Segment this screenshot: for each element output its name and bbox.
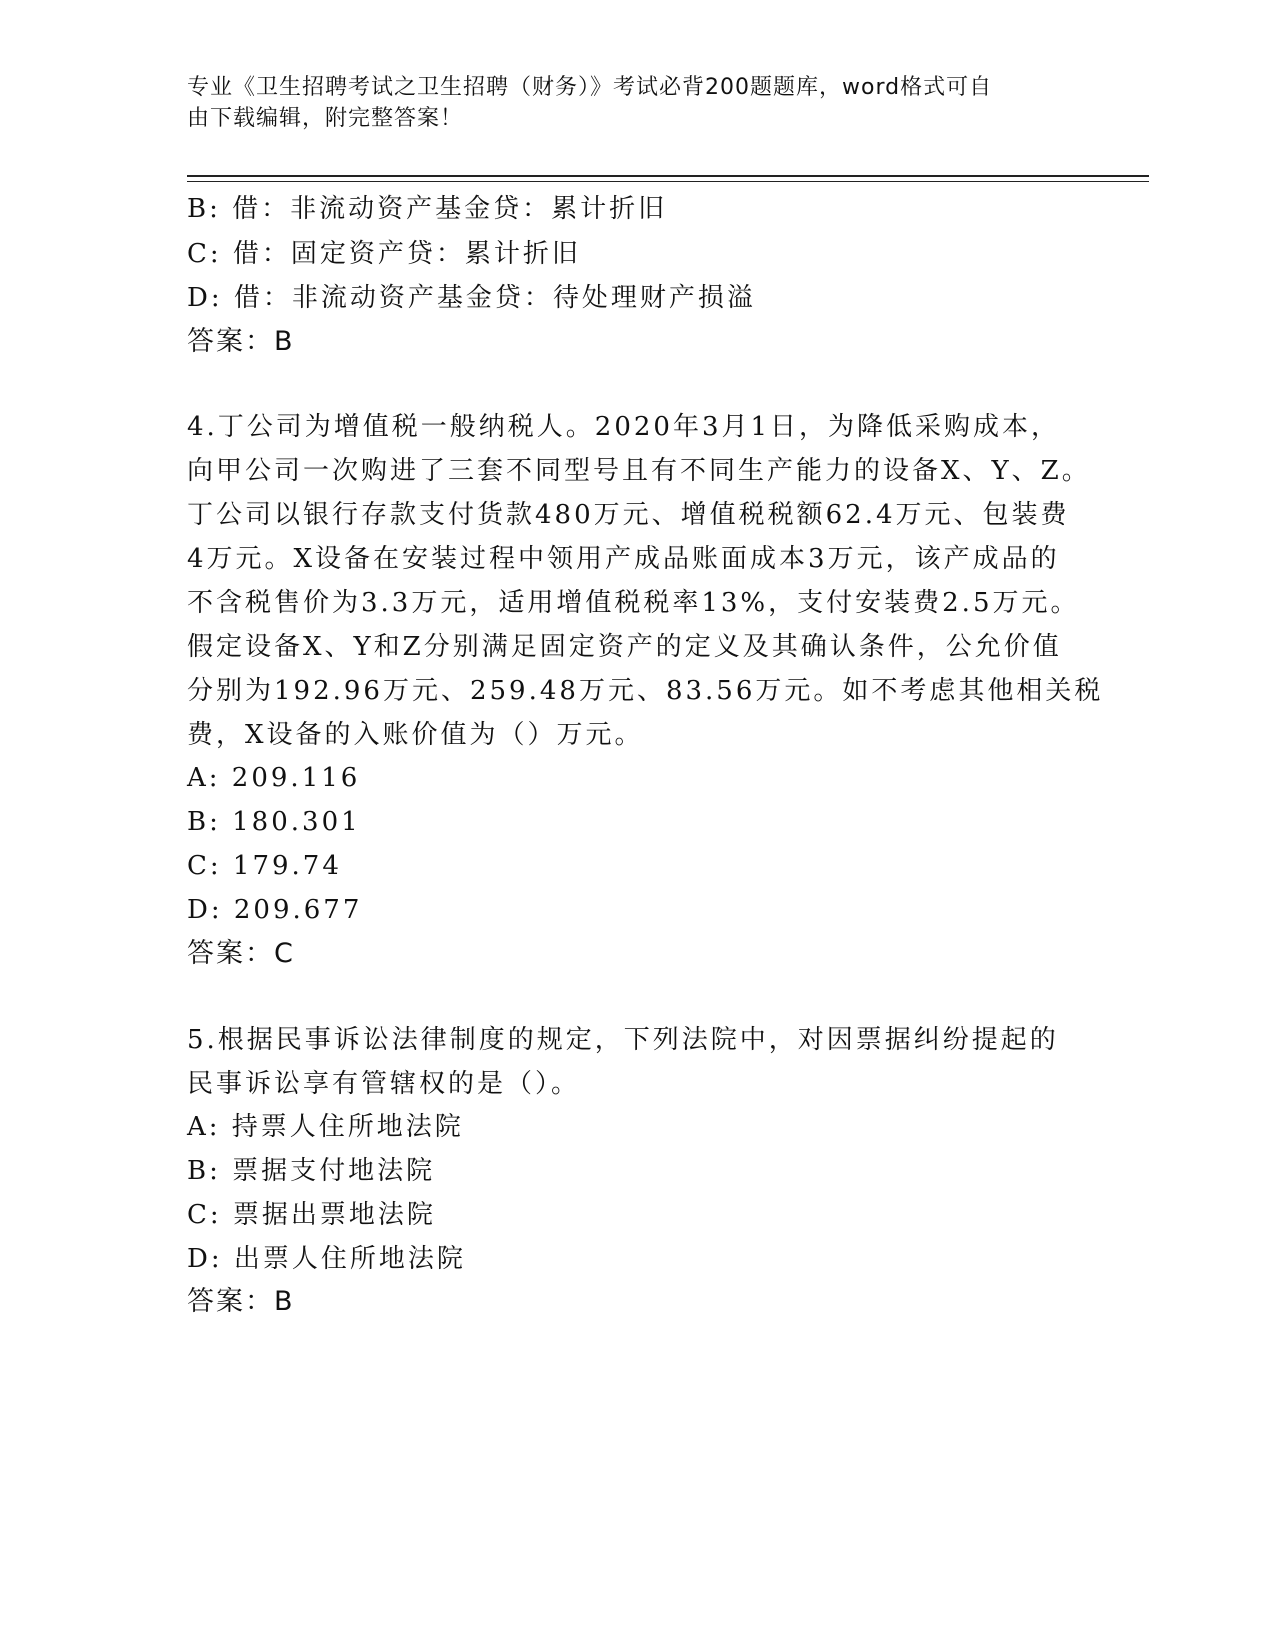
q5-option-a: A: 持票人住所地法院 — [187, 1112, 464, 1142]
q4-stem-line-4: 4万元。X设备在安装过程中领用产成品账面成本3万元，该产成品的 — [187, 544, 1060, 574]
q5-answer: 答案：B — [187, 1286, 295, 1317]
q5-stem-line-1: 5.根据民事诉讼法律制度的规定，下列法院中，对因票据纠纷提起的 — [187, 1025, 1059, 1055]
q3-option-d: D: 借：非流动资产基金贷：待处理财产损溢 — [187, 283, 756, 313]
q4-answer: 答案：C — [187, 938, 295, 969]
q5-stem-line-2: 民事诉讼享有管辖权的是（）。 — [187, 1069, 581, 1099]
header-rule-thick — [187, 175, 1149, 177]
q3-option-c: C: 借：固定资产贷：累计折旧 — [187, 239, 581, 269]
q3-answer: 答案：B — [187, 326, 295, 357]
q4-stem-line-6: 假定设备X、Y和Z分别满足固定资产的定义及其确认条件，公允价值 — [187, 632, 1062, 662]
q4-option-c: C: 179.74 — [187, 851, 342, 881]
q4-stem-line-8: 费，X设备的入账价值为（）万元。 — [187, 720, 644, 750]
document-header — [187, 72, 1067, 134]
q4-stem-line-1: 4.丁公司为增值税一般纳税人。2020年3月1日，为降低采购成本， — [187, 412, 1061, 442]
q4-option-a: A: 209.116 — [187, 763, 361, 793]
q4-option-b: B: 180.301 — [187, 807, 361, 837]
q4-stem-line-7: 分别为192.96万元、259.48万元、83.56万元。如不考虑其他相关税 — [187, 676, 1104, 706]
header-line-2: 由下载编辑，附完整答案！ — [187, 106, 464, 131]
q5-option-c: C: 票据出票地法院 — [187, 1200, 436, 1230]
header-rule-thin — [187, 181, 1149, 182]
header-line-1: 专业《卫生招聘考试之卫生招聘（财务）》考试必背200题题库，word格式可自 — [187, 75, 993, 100]
q4-stem-line-5: 不含税售价为3.3万元，适用增值税税率13%，支付安装费2.5万元。 — [187, 588, 1080, 618]
q3-option-b: B: 借：非流动资产基金贷：累计折旧 — [187, 194, 668, 224]
q5-option-d: D: 出票人住所地法院 — [187, 1244, 466, 1274]
q4-stem-line-3: 丁公司以银行存款支付货款480万元、增值税税额62.4万元、包装费 — [187, 500, 1070, 530]
q4-option-d: D: 209.677 — [187, 895, 363, 925]
q5-option-b: B: 票据支付地法院 — [187, 1156, 436, 1186]
q4-stem-line-2: 向甲公司一次购进了三套不同型号且有不同生产能力的设备X、Y、Z。 — [187, 456, 1091, 486]
